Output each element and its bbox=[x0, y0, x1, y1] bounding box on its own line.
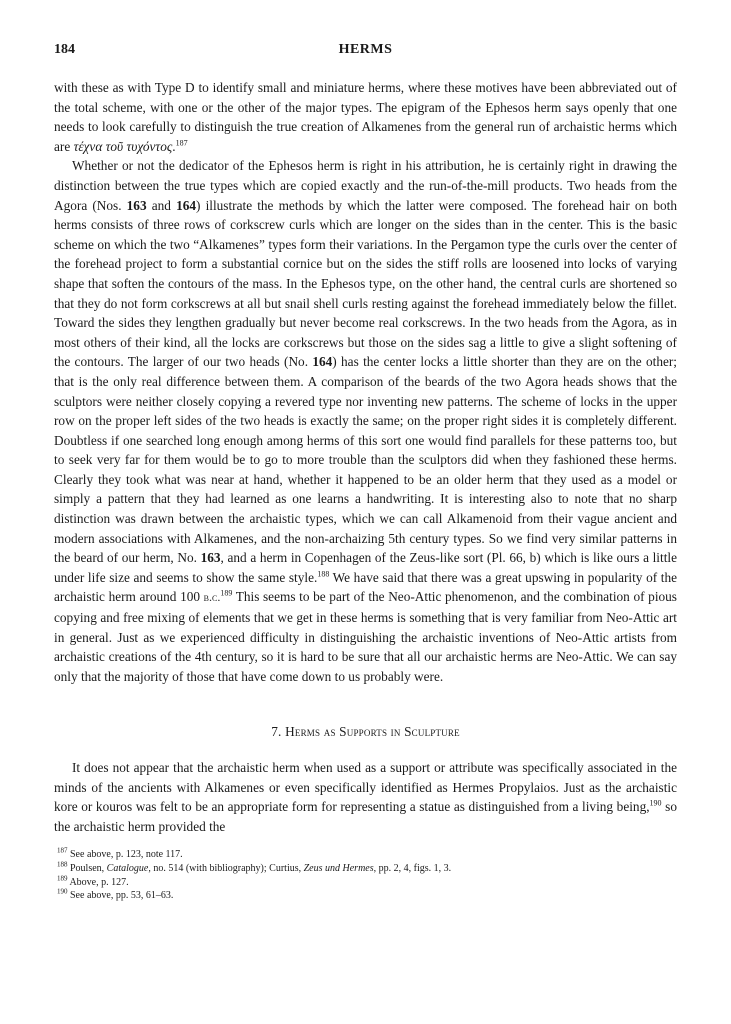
footnote-ref: 189 bbox=[220, 589, 233, 599]
footnote bbox=[54, 848, 677, 862]
catalogue-number: 163 bbox=[200, 550, 221, 566]
text-run: See above, pp. 53, 61–63. bbox=[67, 890, 174, 902]
text-run: This seems to be part of the Neo-Attic phenomenon, and the combination of pious copying and free mixing of elements that we get in these herms is something that is very familiar from Neo-Attic art in general. Just as we experienced difficulty in distinguishing the archaistic inventions of Neo-Attic artists from archaistic creations of the 4th century, so it is hard to be sure that all our archaistic herms are Neo-Attic. We can say only that the majority of those that have come down to us probably were. bbox=[54, 589, 677, 684]
text-run: with these as with Type D to identify small and miniature herms, where these motives have been abbreviated out of the total scheme, with one or the other of the major types. The epigram of the Ephesos herm says openly that one needs to look carefully to distinguish the true creation of Alkamenes from the general run of archaistic herms which are bbox=[54, 80, 677, 154]
footnote bbox=[54, 862, 677, 876]
paragraph bbox=[54, 758, 677, 836]
text-run: so the archaistic herm provided the bbox=[54, 799, 677, 834]
title-italic: Catalogue bbox=[106, 862, 149, 874]
text-run: We have said that there was a great upswing in popularity of the archaistic herm around 100 bbox=[54, 569, 678, 605]
footnote bbox=[54, 876, 677, 890]
body-text bbox=[54, 78, 677, 836]
page bbox=[54, 42, 677, 903]
greek-quote: τέχνα τοῦ τυχόντος bbox=[73, 138, 173, 154]
catalogue-number: 164 bbox=[312, 354, 333, 370]
footnote-ref: 190 bbox=[649, 798, 662, 808]
text-run: , no. 514 (with bibliography); Curtius, bbox=[148, 862, 304, 874]
paragraph bbox=[54, 156, 677, 686]
section-heading bbox=[54, 722, 677, 742]
text-run: Above, p. 127. bbox=[67, 876, 129, 888]
era-abbrev: b.c. bbox=[203, 590, 221, 605]
text-run: ) has the center locks a little shorter than they are on the other; that is the only real difference between them. A comparison of the beards of the two Agora heads shows that the sculptors were neither closely copying a revered type nor inventing new patterns. The scheme of locks in the upper row on the proper left sides of the two heads is exactly the same; on the proper right sides it is completely different. Doubtless if one searched long enough among herms of this sort one would find parallels for these patterns too, but to seek very far for them would be to go to more trouble than the sculptors did when they fashioned these herms. Clearly they took what was near at hand, whether it happened to be an older herm that they used as a model or simply a pattern that they had learned as one learns a handwriting. It is interesting also to note that no sharp distinction was drawn between the archaistic types, which we can call Alkamenoid from their vague ancient and modern associations with Alkamenes, and the non-archaizing 5th century types. So we find very similar patterns in the beard of our herm, No. bbox=[54, 354, 677, 566]
footnote-ref: 189 bbox=[57, 874, 68, 883]
footnote bbox=[54, 889, 677, 903]
text-run: See above, p. 123, note 117. bbox=[67, 849, 183, 861]
text-run: Poulsen, bbox=[67, 862, 107, 874]
section-number: 7. bbox=[271, 724, 282, 740]
section-title: Herms as Supports in Sculpture bbox=[285, 724, 460, 740]
paragraph bbox=[54, 78, 677, 156]
text-run: ) illustrate the methods by which the latter were composed. The forehead hair on both herms consists of three rows of corkscrew curls which are longer on the sides than in the center. This is the basic scheme on which the two “Alkamenes” types form their variations. In the Pergamon type the curls over the center of the forehead project to form a substantial cornice but on the sides the stiff rolls are loosened into locks of varying shape that soften the contours of the mass. In the Ephesos type, on the other hand, the central curls are shortened so that they do not form corkscrews at all but snail shell curls resting against the forehead immediately below the fillet. Toward the sides they lengthen gradually but never become real corkscrews. In the two heads from the Agora, as in most others of their kind, all the locks are corkscrews but those on the sides sag a little to give a slight softening of the contours. The larger of our two heads (No. bbox=[54, 197, 677, 370]
paragraphs-after bbox=[54, 758, 677, 836]
running-title: HERMS bbox=[338, 42, 393, 57]
footnote-ref: 188 bbox=[57, 860, 68, 869]
footnote-ref: 187 bbox=[175, 138, 188, 148]
paragraphs-before bbox=[54, 78, 677, 686]
text-run: Whether or not the dedicator of the Ephesos herm is right in his attribution, he is certainly right in drawing the distinction between the true types which are copied exactly and the run-of-the-mill products. Two heads from the Agora (Nos. bbox=[54, 158, 677, 213]
page-number: 184 bbox=[54, 42, 75, 57]
footnote-ref: 190 bbox=[57, 887, 68, 896]
footnotes bbox=[54, 848, 677, 902]
title-italic: Zeus und Hermes bbox=[303, 862, 374, 874]
footnote-ref: 187 bbox=[57, 847, 68, 856]
text-run: , and a herm in Copenhagen of the Zeus-like sort (Pl. 66, b) which is like ours a little under life size and seems to show the same style. bbox=[54, 550, 677, 585]
text-run: It does not appear that the archaistic herm when used as a support or attribute was specifically associated in the minds of the ancients with Alkamenes or even specifically identified as Hermes Propylaios. Just as the archaistic kore or kouros was felt to be an appropriate form for representing a statue as distinguished from a living being, bbox=[54, 760, 677, 815]
text-run: . bbox=[172, 138, 176, 154]
catalogue-number: 164 bbox=[176, 197, 197, 213]
text-run: and bbox=[146, 197, 177, 213]
catalogue-number: 163 bbox=[126, 197, 147, 213]
page-header bbox=[54, 42, 677, 64]
footnote-ref: 188 bbox=[317, 569, 330, 579]
text-run: , pp. 2, 4, figs. 1, 3. bbox=[373, 862, 452, 874]
